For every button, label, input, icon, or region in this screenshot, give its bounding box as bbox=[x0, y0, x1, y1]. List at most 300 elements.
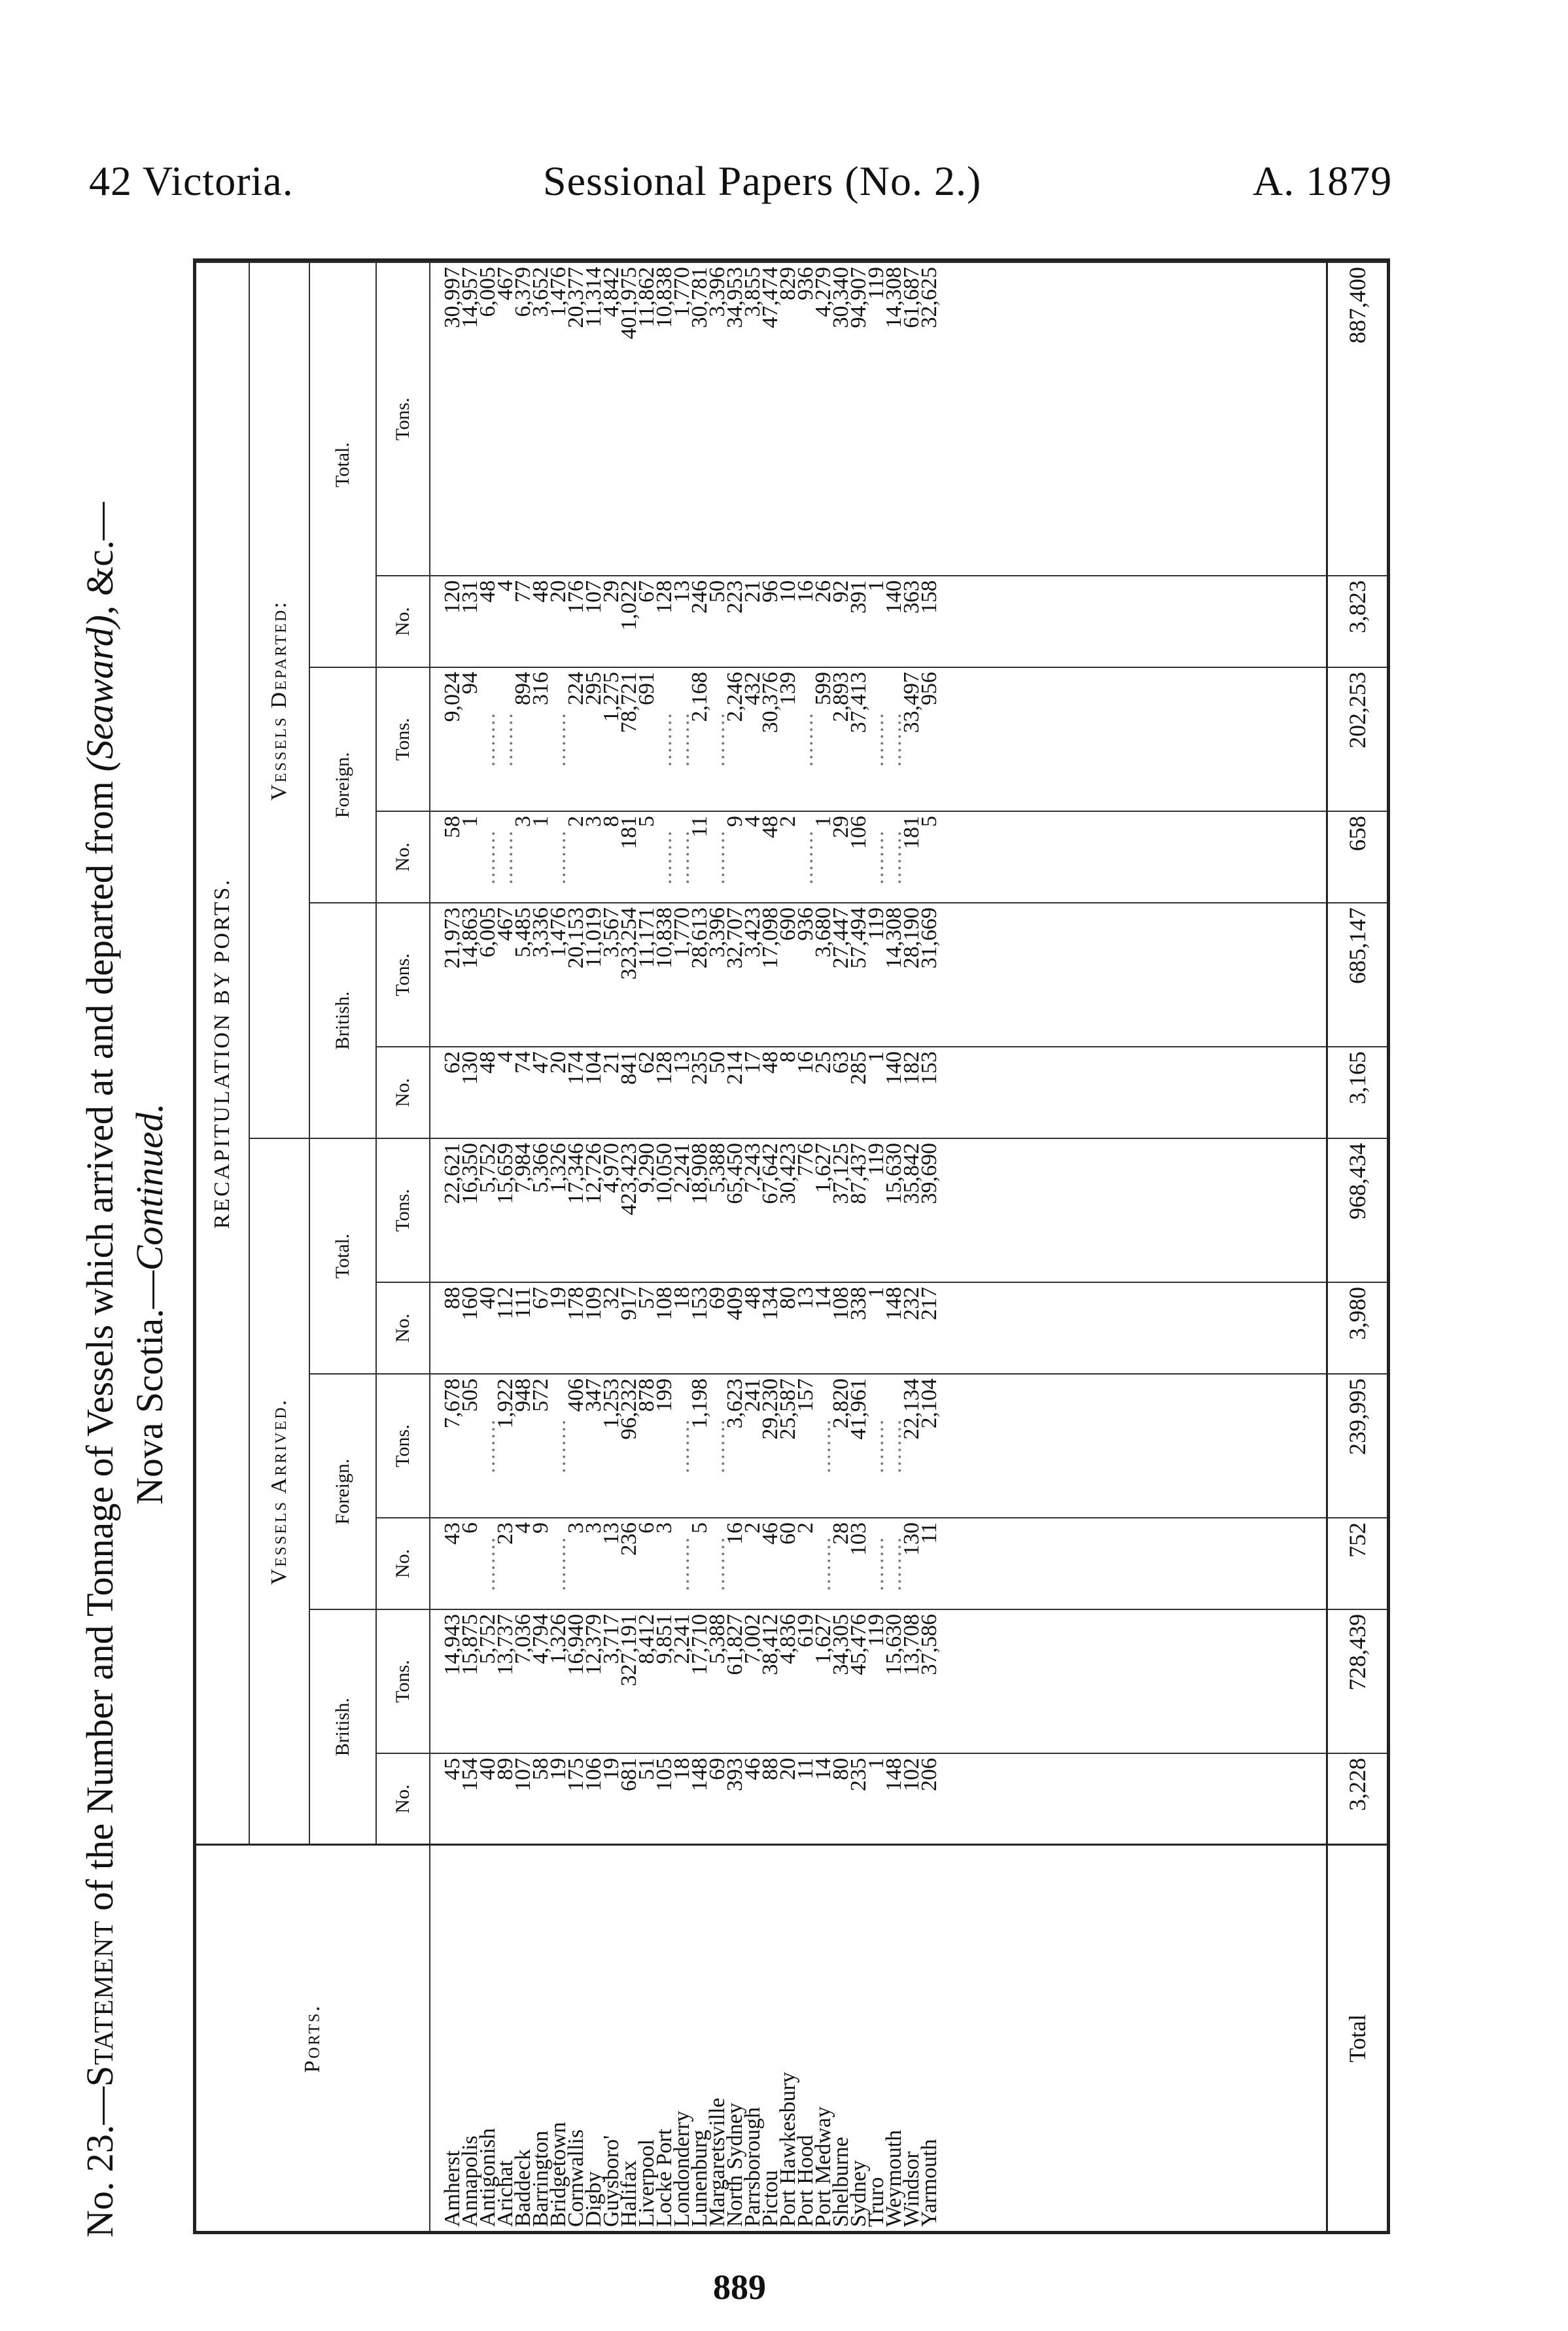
tonnage-cell: 2,820 bbox=[832, 1374, 850, 1518]
total-tonnage-cell: 202,253 bbox=[1327, 667, 1387, 811]
count-cell: 246 bbox=[691, 576, 708, 667]
count-cell: 29 bbox=[602, 576, 620, 667]
count-cell: 11 bbox=[920, 1518, 938, 1609]
tonnage-cell: 4,279 bbox=[814, 262, 832, 576]
tonnage-cell: 2,168 bbox=[691, 667, 708, 811]
spacer-cell bbox=[938, 262, 1327, 576]
tonnage-cell: 14,308 bbox=[885, 903, 903, 1047]
count-cell: 16 bbox=[797, 1047, 814, 1138]
tonnage-cell: ........ bbox=[797, 667, 814, 811]
count-cell: 80 bbox=[832, 1753, 850, 1845]
count-cell: 104 bbox=[585, 1047, 602, 1138]
count-cell: ........ bbox=[497, 811, 514, 903]
port-name: Pictou bbox=[761, 1845, 779, 2231]
tonnage-cell: 4,970 bbox=[602, 1138, 620, 1282]
count-cell: ........ bbox=[885, 811, 903, 903]
spacer-cell bbox=[938, 1753, 1327, 1845]
count-cell: 63 bbox=[832, 1047, 850, 1138]
tonnage-cell: 6,379 bbox=[514, 262, 532, 576]
tonnage-cell: 295 bbox=[585, 667, 602, 811]
count-cell: 106 bbox=[850, 811, 867, 903]
count-cell: 57 bbox=[638, 1282, 655, 1374]
table-row bbox=[867, 262, 885, 2231]
count-cell: 120 bbox=[430, 576, 461, 667]
tonnage-cell: 15,659 bbox=[497, 1138, 514, 1282]
tonnage-cell: 8,412 bbox=[638, 1609, 655, 1753]
count-cell: 48 bbox=[761, 811, 779, 903]
total-count-cell: 3,980 bbox=[1327, 1282, 1387, 1374]
tonnage-cell: 3,717 bbox=[602, 1609, 620, 1753]
table-row bbox=[920, 262, 938, 2231]
tonnage-cell: ........ bbox=[708, 667, 726, 811]
tonnage-cell: 936 bbox=[797, 262, 814, 576]
count-cell: 103 bbox=[850, 1518, 867, 1609]
port-name: Truro bbox=[867, 1845, 885, 2231]
tonnage-cell: 241 bbox=[744, 1374, 761, 1518]
tonnage-cell: 41,961 bbox=[850, 1374, 867, 1518]
port-name: North Sydney bbox=[726, 1845, 744, 2231]
tonnage-cell: 948 bbox=[514, 1374, 532, 1518]
count-cell: 29 bbox=[832, 811, 850, 903]
count-cell: 47 bbox=[532, 1047, 549, 1138]
tonnage-cell: 7,243 bbox=[744, 1138, 761, 1282]
tonnage-cell: 14,308 bbox=[885, 262, 903, 576]
count-cell: 60 bbox=[779, 1518, 797, 1609]
count-cell: 45 bbox=[430, 1753, 461, 1845]
count-cell: 131 bbox=[461, 576, 479, 667]
port-name: Guysboro' bbox=[602, 1845, 620, 2231]
count-cell: 2 bbox=[567, 811, 585, 903]
table-row bbox=[903, 262, 920, 2231]
tonnage-cell: 878 bbox=[638, 1374, 655, 1518]
vessels-departed-header: Vessels Departed: bbox=[249, 262, 309, 1138]
count-cell: 223 bbox=[726, 576, 744, 667]
tonnage-cell: 39,690 bbox=[920, 1138, 938, 1282]
count-cell: 338 bbox=[850, 1282, 867, 1374]
count-cell: 3 bbox=[585, 1518, 602, 1609]
count-cell: 5 bbox=[691, 1518, 708, 1609]
table-row bbox=[602, 262, 620, 2231]
departed-foreign-header: Foreign. bbox=[309, 667, 376, 903]
count-cell: ........ bbox=[479, 811, 497, 903]
column-header-tons: Tons. bbox=[376, 1374, 430, 1518]
column-header-tons: Tons. bbox=[376, 1609, 430, 1753]
count-cell: 48 bbox=[744, 1282, 761, 1374]
tonnage-cell: ........ bbox=[549, 1374, 567, 1518]
count-cell: ........ bbox=[867, 1518, 885, 1609]
count-cell: 13 bbox=[797, 1282, 814, 1374]
port-name: Margaretsville bbox=[708, 1845, 726, 2231]
title-seaward: (Seaward), bbox=[78, 605, 121, 772]
count-cell: 409 bbox=[726, 1282, 744, 1374]
count-cell: 69 bbox=[708, 1282, 726, 1374]
count-cell: 285 bbox=[850, 1047, 867, 1138]
count-cell: 14 bbox=[814, 1282, 832, 1374]
tonnage-cell: ........ bbox=[497, 667, 514, 811]
port-name: Yarmouth bbox=[920, 1845, 938, 2231]
count-cell: 140 bbox=[885, 576, 903, 667]
count-cell: 50 bbox=[708, 576, 726, 667]
count-cell: 69 bbox=[708, 1753, 726, 1845]
tonnage-cell: 17,098 bbox=[761, 903, 779, 1047]
tonnage-cell: 7,036 bbox=[514, 1609, 532, 1753]
count-cell: 58 bbox=[532, 1753, 549, 1845]
count-cell: 391 bbox=[850, 576, 867, 667]
count-cell: 128 bbox=[655, 1047, 673, 1138]
tonnage-cell: 690 bbox=[779, 903, 797, 1047]
tonnage-cell: ........ bbox=[549, 667, 567, 811]
count-cell: 13 bbox=[602, 1518, 620, 1609]
count-cell: 1 bbox=[867, 1047, 885, 1138]
tonnage-cell: 25,587 bbox=[779, 1374, 797, 1518]
tonnage-cell: 776 bbox=[797, 1138, 814, 1282]
table-row bbox=[638, 262, 655, 2231]
tonnage-cell: 1,627 bbox=[814, 1609, 832, 1753]
tonnage-cell: 1,922 bbox=[497, 1374, 514, 1518]
tonnage-cell: 401,975 bbox=[620, 262, 638, 576]
count-cell: 4 bbox=[497, 1047, 514, 1138]
tonnage-cell: 1,198 bbox=[691, 1374, 708, 1518]
count-cell: ........ bbox=[655, 811, 673, 903]
title-statement: Statement bbox=[78, 1920, 121, 2087]
table-row bbox=[430, 262, 461, 2231]
count-cell: 10 bbox=[779, 576, 797, 667]
port-name: Barrington bbox=[532, 1845, 549, 2231]
departed-total-header: Total. bbox=[309, 262, 376, 667]
count-cell: 89 bbox=[497, 1753, 514, 1845]
count-cell: 1,022 bbox=[620, 576, 638, 667]
count-cell: ........ bbox=[479, 1518, 497, 1609]
count-cell: 14 bbox=[814, 1753, 832, 1845]
count-cell: 140 bbox=[885, 1047, 903, 1138]
tonnage-cell: 2,893 bbox=[832, 667, 850, 811]
count-cell: 363 bbox=[903, 576, 920, 667]
count-cell: 62 bbox=[430, 1047, 461, 1138]
count-cell: ........ bbox=[549, 811, 567, 903]
tonnage-cell: 78,721 bbox=[620, 667, 638, 811]
tonnage-cell: 15,630 bbox=[885, 1609, 903, 1753]
total-count-cell: 3,228 bbox=[1327, 1753, 1387, 1845]
count-cell: ........ bbox=[814, 1518, 832, 1609]
tonnage-cell: 7,678 bbox=[430, 1374, 461, 1518]
count-cell: 5 bbox=[638, 811, 655, 903]
count-cell: 18 bbox=[673, 1282, 691, 1374]
tonnage-cell: 9,851 bbox=[655, 1609, 673, 1753]
count-cell: 3 bbox=[655, 1518, 673, 1609]
total-count-cell: 752 bbox=[1327, 1518, 1387, 1609]
tonnage-cell: 3,396 bbox=[708, 903, 726, 1047]
count-cell: 19 bbox=[549, 1753, 567, 1845]
port-name: Liverpool bbox=[638, 1845, 655, 2231]
tonnage-cell: 4,794 bbox=[532, 1609, 549, 1753]
tonnage-cell: 423,423 bbox=[620, 1138, 638, 1282]
count-cell: 4 bbox=[514, 1518, 532, 1609]
tonnage-cell: 20,377 bbox=[567, 262, 585, 576]
tonnage-cell: 96,232 bbox=[620, 1374, 638, 1518]
tonnage-cell: 829 bbox=[779, 262, 797, 576]
table-row bbox=[461, 262, 479, 2231]
tonnage-cell: 5,388 bbox=[708, 1609, 726, 1753]
table-row bbox=[832, 262, 850, 2231]
port-name: Londonderry bbox=[673, 1845, 691, 2231]
tonnage-cell: 20,153 bbox=[567, 903, 585, 1047]
departed-british-header: British. bbox=[309, 903, 376, 1138]
port-name: Windsor bbox=[903, 1845, 920, 2231]
count-cell: 46 bbox=[744, 1753, 761, 1845]
title-prefix: No. 23.— bbox=[78, 2086, 121, 2237]
count-cell: 4 bbox=[744, 811, 761, 903]
count-cell: 1 bbox=[461, 811, 479, 903]
header-left: 42 Victoria. bbox=[89, 158, 294, 204]
tonnage-cell: 30,376 bbox=[761, 667, 779, 811]
spacer-cell bbox=[938, 1609, 1327, 1753]
tonnage-cell: 87,437 bbox=[850, 1138, 867, 1282]
port-name: Halifax bbox=[620, 1845, 638, 2231]
count-cell: 62 bbox=[638, 1047, 655, 1138]
tonnage-cell: 27,447 bbox=[832, 903, 850, 1047]
column-header-no: No. bbox=[376, 1282, 430, 1374]
count-cell: 19 bbox=[549, 1282, 567, 1374]
count-cell: 175 bbox=[567, 1753, 585, 1845]
count-cell: 32 bbox=[602, 1282, 620, 1374]
count-cell: 176 bbox=[567, 576, 585, 667]
count-cell: 130 bbox=[461, 1047, 479, 1138]
tonnage-cell: 4,836 bbox=[779, 1609, 797, 1753]
tonnage-cell: 12,379 bbox=[585, 1609, 602, 1753]
tonnage-cell: 28,613 bbox=[691, 903, 708, 1047]
count-cell: 235 bbox=[850, 1753, 867, 1845]
tonnage-cell: 3,336 bbox=[532, 903, 549, 1047]
tonnage-cell: ........ bbox=[885, 1374, 903, 1518]
column-header-tons: Tons. bbox=[376, 903, 430, 1047]
count-cell: 4 bbox=[497, 576, 514, 667]
port-name: Cornwallis bbox=[567, 1845, 585, 2231]
count-cell: 681 bbox=[620, 1753, 638, 1845]
count-cell: 88 bbox=[761, 1753, 779, 1845]
tonnage-cell: 11,171 bbox=[638, 903, 655, 1047]
tonnage-cell: 1,275 bbox=[602, 667, 620, 811]
count-cell: ........ bbox=[549, 1518, 567, 1609]
count-cell: 1 bbox=[532, 811, 549, 903]
table-row bbox=[744, 262, 761, 2231]
count-cell: 23 bbox=[497, 1518, 514, 1609]
table-row bbox=[549, 262, 567, 2231]
tonnage-cell: 619 bbox=[797, 1609, 814, 1753]
count-cell: 105 bbox=[655, 1753, 673, 1845]
column-header-no: No. bbox=[376, 1518, 430, 1609]
spacer-cell bbox=[938, 1518, 1327, 1609]
spacer-cell bbox=[938, 667, 1327, 811]
port-name: Bridgetown bbox=[549, 1845, 567, 2231]
recapitulation-table-frame bbox=[193, 258, 1390, 2234]
tonnage-cell: 34,953 bbox=[726, 262, 744, 576]
count-cell: 3 bbox=[514, 811, 532, 903]
tonnage-cell: 119 bbox=[867, 1609, 885, 1753]
tonnage-cell: ........ bbox=[814, 1374, 832, 1518]
tonnage-cell: 22,134 bbox=[903, 1374, 920, 1518]
tonnage-cell: 22,621 bbox=[430, 1138, 461, 1282]
tonnage-cell: 1,476 bbox=[549, 262, 567, 576]
port-name: Amherst bbox=[430, 1845, 461, 2231]
table-row bbox=[514, 262, 532, 2231]
tonnage-cell: 2,246 bbox=[726, 667, 744, 811]
count-cell: 206 bbox=[920, 1753, 938, 1845]
count-cell: 9 bbox=[726, 811, 744, 903]
tonnage-cell: 18,908 bbox=[691, 1138, 708, 1282]
tonnage-cell: 7,984 bbox=[514, 1138, 532, 1282]
tonnage-cell: 11,862 bbox=[638, 262, 655, 576]
tonnage-cell: ........ bbox=[673, 667, 691, 811]
count-cell: 154 bbox=[461, 1753, 479, 1845]
table-row bbox=[691, 262, 708, 2231]
count-cell: 1 bbox=[867, 1753, 885, 1845]
tonnage-cell: 31,669 bbox=[920, 903, 938, 1047]
count-cell: 8 bbox=[602, 811, 620, 903]
tonnage-cell: ........ bbox=[867, 667, 885, 811]
count-cell: 130 bbox=[903, 1518, 920, 1609]
count-cell: 134 bbox=[761, 1282, 779, 1374]
table-row bbox=[497, 262, 514, 2231]
count-cell: 67 bbox=[532, 1282, 549, 1374]
tonnage-cell: 37,125 bbox=[832, 1138, 850, 1282]
count-cell: 58 bbox=[430, 811, 461, 903]
table-row bbox=[620, 262, 638, 2231]
count-cell: 3 bbox=[585, 811, 602, 903]
count-cell: 48 bbox=[479, 576, 497, 667]
tonnage-cell: 1,326 bbox=[549, 1609, 567, 1753]
tonnage-cell: ........ bbox=[708, 1374, 726, 1518]
tonnage-cell: 432 bbox=[744, 667, 761, 811]
recapitulation-table bbox=[196, 262, 1387, 2231]
count-cell: 40 bbox=[479, 1282, 497, 1374]
count-cell: 74 bbox=[514, 1047, 532, 1138]
tonnage-cell: 57,494 bbox=[850, 903, 867, 1047]
ports-header: Ports. bbox=[196, 1845, 430, 2231]
tonnage-cell: 3,423 bbox=[744, 903, 761, 1047]
tonnage-cell: 956 bbox=[920, 667, 938, 811]
tonnage-cell: 3,652 bbox=[532, 262, 549, 576]
tonnage-cell: 119 bbox=[867, 903, 885, 1047]
table-row bbox=[585, 262, 602, 2231]
count-cell: 182 bbox=[903, 1047, 920, 1138]
tonnage-cell: 32,707 bbox=[726, 903, 744, 1047]
count-cell: 153 bbox=[920, 1047, 938, 1138]
count-cell: 235 bbox=[691, 1047, 708, 1138]
count-cell: 102 bbox=[903, 1753, 920, 1845]
port-name: Locke Port bbox=[655, 1845, 673, 2231]
spacer-cell bbox=[938, 1138, 1327, 1282]
count-cell: 16 bbox=[726, 1518, 744, 1609]
count-cell: 28 bbox=[832, 1518, 850, 1609]
tonnage-cell: 13,708 bbox=[903, 1609, 920, 1753]
count-cell: 148 bbox=[885, 1753, 903, 1845]
total-label: Total bbox=[1327, 1845, 1387, 2231]
count-cell: 20 bbox=[779, 1753, 797, 1845]
count-cell: 13 bbox=[673, 576, 691, 667]
count-cell: 107 bbox=[514, 1753, 532, 1845]
tonnage-cell: 47,474 bbox=[761, 262, 779, 576]
tonnage-cell: 33,497 bbox=[903, 667, 920, 811]
tonnage-cell: 30,340 bbox=[832, 262, 850, 576]
count-cell: 48 bbox=[761, 1047, 779, 1138]
count-cell: 2 bbox=[744, 1518, 761, 1609]
tonnage-cell: 65,450 bbox=[726, 1138, 744, 1282]
count-cell: 96 bbox=[761, 576, 779, 667]
title-continued: Continued. bbox=[128, 1103, 171, 1271]
count-cell: 3 bbox=[567, 1518, 585, 1609]
tonnage-cell: 467 bbox=[497, 903, 514, 1047]
tonnage-cell: 2,104 bbox=[920, 1374, 938, 1518]
count-cell: 174 bbox=[567, 1047, 585, 1138]
tonnage-cell: 61,827 bbox=[726, 1609, 744, 1753]
tonnage-cell: 14,943 bbox=[430, 1609, 461, 1753]
tonnage-cell: 30,781 bbox=[691, 262, 708, 576]
tonnage-cell: 38,412 bbox=[761, 1609, 779, 1753]
tonnage-cell: 12,726 bbox=[585, 1138, 602, 1282]
count-cell: 40 bbox=[479, 1753, 497, 1845]
header-center: Sessional Papers (No. 2.) bbox=[543, 158, 982, 204]
port-name: Sydney bbox=[850, 1845, 867, 2231]
tonnage-cell: 5,388 bbox=[708, 1138, 726, 1282]
tonnage-cell: 10,838 bbox=[655, 903, 673, 1047]
tonnage-cell: 45,476 bbox=[850, 1609, 867, 1753]
count-cell: 48 bbox=[532, 576, 549, 667]
count-cell: 148 bbox=[885, 1282, 903, 1374]
count-cell: 43 bbox=[430, 1518, 461, 1609]
table-row bbox=[850, 262, 867, 2231]
port-name: Port Hood bbox=[797, 1845, 814, 2231]
count-cell: 232 bbox=[903, 1282, 920, 1374]
count-cell: ........ bbox=[708, 1518, 726, 1609]
tonnage-cell: ........ bbox=[479, 1374, 497, 1518]
page-number: 889 bbox=[713, 2268, 766, 2307]
table-row bbox=[797, 262, 814, 2231]
spacer-cell bbox=[938, 1282, 1327, 1374]
tonnage-cell: 406 bbox=[567, 1374, 585, 1518]
tonnage-cell: 1,770 bbox=[673, 903, 691, 1047]
tonnage-cell: 936 bbox=[797, 903, 814, 1047]
tonnage-cell: 3,680 bbox=[814, 903, 832, 1047]
tonnage-cell: 30,997 bbox=[430, 262, 461, 576]
tonnage-cell: 316 bbox=[532, 667, 549, 811]
title-etc: &c.— bbox=[78, 502, 121, 606]
count-cell: 80 bbox=[779, 1282, 797, 1374]
count-cell: 2 bbox=[779, 811, 797, 903]
port-name: Antigonish bbox=[479, 1845, 497, 2231]
tonnage-cell: 572 bbox=[532, 1374, 549, 1518]
column-header-tons: Tons. bbox=[376, 262, 430, 576]
count-cell: 50 bbox=[708, 1047, 726, 1138]
table-row bbox=[779, 262, 797, 2231]
tonnage-cell: 2,241 bbox=[673, 1138, 691, 1282]
count-cell: ........ bbox=[885, 1518, 903, 1609]
count-cell: ........ bbox=[867, 811, 885, 903]
vessels-arrived-header: Vessels Arrived. bbox=[249, 1138, 309, 1845]
tonnage-cell: 157 bbox=[797, 1374, 814, 1518]
count-cell: 841 bbox=[620, 1047, 638, 1138]
table-row bbox=[708, 262, 726, 2231]
tonnage-cell: 691 bbox=[638, 667, 655, 811]
tonnage-cell: 35,842 bbox=[903, 1138, 920, 1282]
count-cell: 18 bbox=[673, 1753, 691, 1845]
tonnage-cell: 94,907 bbox=[850, 262, 867, 576]
tonnage-cell: 14,863 bbox=[461, 903, 479, 1047]
tonnage-cell: 5,366 bbox=[532, 1138, 549, 1282]
count-cell: 17 bbox=[744, 1047, 761, 1138]
count-cell: 26 bbox=[814, 576, 832, 667]
port-name: Weymouth bbox=[885, 1845, 903, 2231]
tonnage-cell: 224 bbox=[567, 667, 585, 811]
